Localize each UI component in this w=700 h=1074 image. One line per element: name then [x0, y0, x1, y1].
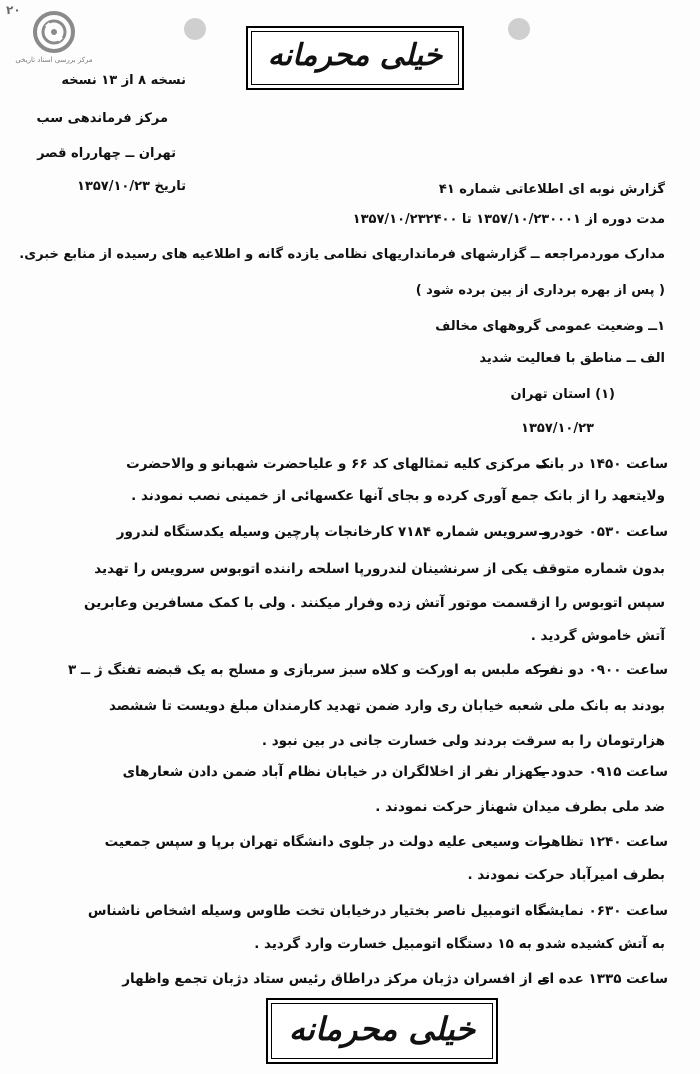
report-sources: مدارک موردمراجعه ــ گزارشهای فرمانداریهای نظامی یازده گانه و اطلاعیه های رسیده از منابع خبری. [19, 247, 665, 262]
entry-line: سپس اتوبوس را ازقسمت موتور آتش زده وفرار میکنند . ولی با کمک مسافرین وعابرین [84, 595, 665, 611]
entry-line: آتش خاموش گردید . [530, 628, 665, 644]
report-title: گزارش نوبه ای اطلاعاتی شماره ۴۱ [438, 182, 665, 197]
entry-line: ساعت ۰۵۳۰ خودرو سرویس شماره ۷۱۸۴ کارخانجات پارچین وسیله یکدستگاه لندرور [116, 524, 668, 540]
punch-hole-right [508, 18, 530, 40]
entry-line: بطرف امیرآباد حرکت نمودند . [467, 867, 665, 883]
location-line: تهران ــ چهارراه قصر [37, 146, 176, 161]
entry-line: ساعت ۱۲۴۰ تظاهرات وسیعی علیه دولت در جلوی دانشگاه تهران برپا و سپس جمعیت [104, 834, 668, 850]
entry-line: به آتش کشیده شدو به ۱۵ دستگاه اتومبیل خسارت وارد گردید . [254, 936, 665, 952]
archive-logo [14, 10, 94, 72]
archive-logo-text: مرکز بررسی اسناد تاریخی [15, 56, 93, 64]
entry-line: ساعت ۱۴۵۰ در بانک مرکزی کلیه تمثالهای کد ۶۶ و علیاحضرت شهبانو و والاحضرت [126, 456, 668, 472]
entry-line: ساعت ۰۶۳۰ نمایشگاه اتومبیل ناصر بختیار درخیابان تخت طاوس وسیله اشخاص ناشناس [87, 903, 668, 919]
subsection-heading: الف ــ مناطق با فعالیت شدید [479, 351, 665, 366]
classification-stamp-bottom [266, 998, 498, 1064]
entry-line: ضد ملی بطرف میدان شهناز حرکت نمودند . [375, 799, 665, 815]
entry-date: ۱۳۵۷/۱۰/۲۳ [521, 421, 594, 436]
entry-line: بودند به بانک ملی شعبه خیابان ری وارد ضمن تهدید کارمندان مبلغ دویست تا ششصد [108, 698, 665, 714]
section-heading: ۱ــ وضعیت عمومی گروههای مخالف [435, 319, 665, 334]
entry-line: ساعت ۱۳۳۵ عده ای از افسران دژبان مرکز دراطاق رئیس ستاد دژبان تجمع واظهار [122, 971, 668, 987]
report-note: ( پس از بهره برداری از بین برده شود ) [415, 283, 665, 298]
archive-emblem-icon [14, 10, 94, 58]
province-heading: (۱) استان تهران [510, 387, 615, 402]
classification-stamp-top-text: خیلی محرمانه [267, 38, 443, 73]
punch-hole-left [184, 18, 206, 40]
corner-mark: ۲۰ [6, 3, 21, 17]
entry-line: ساعت ۰۹۰۰ دو نفرکه ملبس به اورکت و کلاه سبز سربازی و مسلح به یک قبضه تفنگ ژ ــ ۳ [67, 662, 668, 678]
entry-line: بدون شماره متوقف یکی از سرنشینان لندرورپا اسلحه راننده اتوبوس سرویس را تهدید [94, 561, 665, 577]
entry-line: هزارتومان را به سرقت بردند ولی خسارت جانی در بین نبود . [261, 733, 665, 749]
entry-line: ساعت ۰۹۱۵ حدود یکهزار نفر از اخلالگران در خیابان نظام آباد ضمن دادن شعارهای [122, 764, 668, 780]
copy-number: نسخه ۸ از ۱۳ نسخه [61, 73, 186, 88]
entry-line: ولایتعهد را از بانک جمع آوری کرده و بجای آنها عکسهائی از خمینی نصب نمودند . [131, 488, 665, 504]
classification-stamp-bottom-text: خیلی محرمانه [288, 1010, 476, 1048]
command-unit: مرکز فرماندهی سب [36, 111, 168, 126]
report-period: مدت دوره از ۱۳۵۷/۱۰/۲۳۰۰۰۱ تا ۱۳۵۷/۱۰/۲۳۲۴۰۰ [352, 212, 665, 227]
document-date: تاریخ ۱۳۵۷/۱۰/۲۳ [76, 179, 186, 194]
classification-stamp-top [246, 26, 464, 90]
